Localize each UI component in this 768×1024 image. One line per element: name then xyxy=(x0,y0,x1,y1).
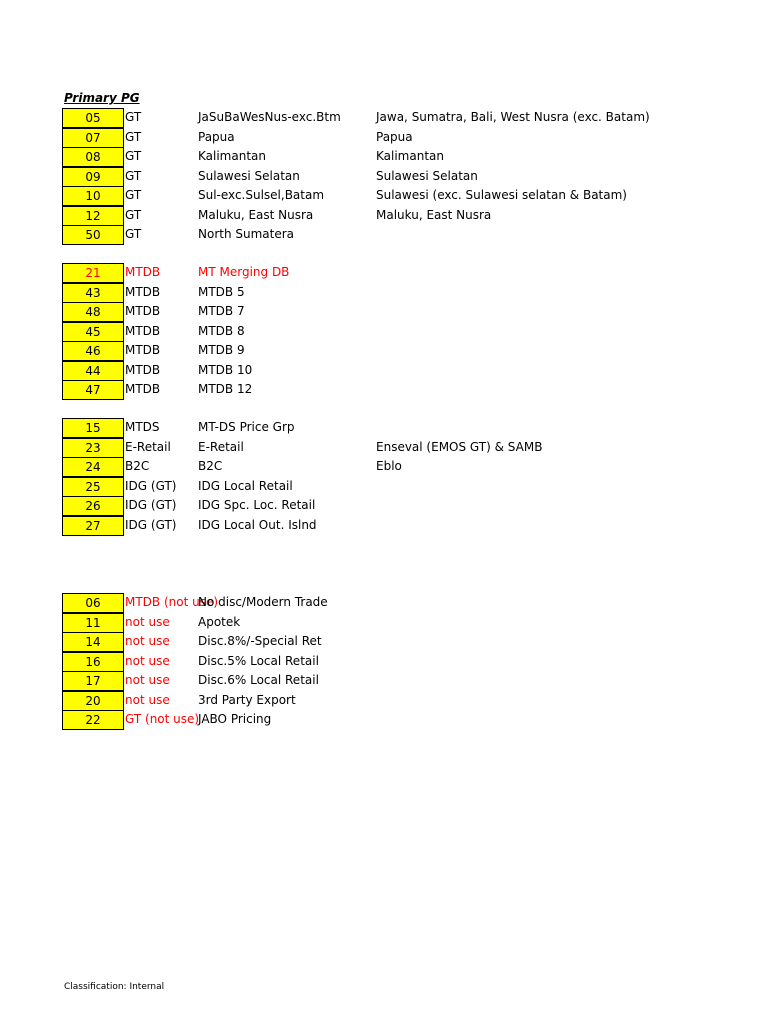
table-row xyxy=(62,283,762,302)
price-group-code: 16 xyxy=(62,652,124,672)
price-group-name: Disc.6% Local Retail xyxy=(198,673,319,687)
channel-category: MTDS xyxy=(125,420,160,434)
table-row xyxy=(62,496,762,515)
classification-footer: Classification: Internal xyxy=(64,982,165,992)
price-group-code: 43 xyxy=(62,283,124,303)
channel-category: IDG (GT) xyxy=(125,518,177,532)
channel-category: IDG (GT) xyxy=(125,498,177,512)
table-row xyxy=(62,206,762,225)
price-group-description: Maluku, East Nusra xyxy=(376,208,492,222)
channel-category: GT xyxy=(125,130,142,144)
channel-category: MTDB xyxy=(125,324,161,338)
price-group-name: B2C xyxy=(198,459,223,473)
price-group-code: 20 xyxy=(62,691,124,711)
price-group-code: 15 xyxy=(62,418,124,438)
price-group-description: Sulawesi Selatan xyxy=(376,169,478,183)
price-group-name: MTDB 7 xyxy=(198,304,245,318)
price-group-description: Papua xyxy=(376,130,413,144)
price-group-name: Sul-exc.Sulsel,Batam xyxy=(198,188,325,202)
price-group-name: Kalimantan xyxy=(198,149,266,163)
channel-category: MTDB xyxy=(125,343,161,357)
table-row xyxy=(62,418,762,437)
table-row xyxy=(62,225,762,244)
channel-category: not use xyxy=(125,615,170,629)
price-group-name: MTDB 9 xyxy=(198,343,245,357)
price-group-name: JABO Pricing xyxy=(198,712,272,726)
channel-category: GT xyxy=(125,149,142,163)
channel-category: MTDB (not use) xyxy=(125,595,219,609)
table-row xyxy=(62,632,762,651)
channel-category: GT xyxy=(125,208,142,222)
channel-category: not use xyxy=(125,654,170,668)
channel-category: MTDB xyxy=(125,265,161,279)
price-group-code: 11 xyxy=(62,613,124,633)
price-group-name: JaSuBaWesNus-exc.Btm xyxy=(198,110,341,124)
price-group-name: IDG Local Out. Islnd xyxy=(198,518,317,532)
price-group-name: MTDB 12 xyxy=(198,382,253,396)
table-row xyxy=(62,167,762,186)
price-group-code: 14 xyxy=(62,632,124,652)
table-row xyxy=(62,652,762,671)
table-row xyxy=(62,341,762,360)
price-group-code: 24 xyxy=(62,457,124,477)
table-row xyxy=(62,516,762,535)
channel-category: MTDB xyxy=(125,285,161,299)
price-group-name: IDG Local Retail xyxy=(198,479,293,493)
table-row xyxy=(62,710,762,729)
table-row xyxy=(62,671,762,690)
table-row xyxy=(62,302,762,321)
channel-category: GT xyxy=(125,188,142,202)
channel-category: B2C xyxy=(125,459,150,473)
table-row xyxy=(62,438,762,457)
price-group-code: 22 xyxy=(62,710,124,730)
price-group-name: Disc.5% Local Retail xyxy=(198,654,319,668)
price-group-name: E-Retail xyxy=(198,440,244,454)
price-group-description: Jawa, Sumatra, Bali, West Nusra (exc. Batam) xyxy=(376,110,650,124)
price-group-code: 21 xyxy=(62,263,124,283)
price-group-code: 12 xyxy=(62,206,124,226)
price-group-name: No disc/Modern Trade xyxy=(198,595,328,609)
price-group-code: 44 xyxy=(62,361,124,381)
channel-category: GT xyxy=(125,169,142,183)
channel-category: not use xyxy=(125,634,170,648)
price-group-name: Maluku, East Nusra xyxy=(198,208,314,222)
channel-category: E-Retail xyxy=(125,440,171,454)
table-row xyxy=(62,457,762,476)
price-group-name: MT-DS Price Grp xyxy=(198,420,295,434)
price-group-code: 50 xyxy=(62,225,124,245)
price-group-description: Sulawesi (exc. Sulawesi selatan & Batam) xyxy=(376,188,627,202)
table-row xyxy=(62,691,762,710)
price-group-name: MT Merging DB xyxy=(198,265,290,279)
price-group-code: 17 xyxy=(62,671,124,691)
channel-category: GT xyxy=(125,227,142,241)
price-group-name: Sulawesi Selatan xyxy=(198,169,300,183)
sheet-title: Primary PG xyxy=(64,91,140,105)
channel-category: not use xyxy=(125,693,170,707)
table-row xyxy=(62,593,762,612)
table-row xyxy=(62,477,762,496)
price-group-code: 07 xyxy=(62,128,124,148)
channel-category: GT (not use) xyxy=(125,712,200,726)
price-group-code: 23 xyxy=(62,438,124,458)
price-group-name: MTDB 8 xyxy=(198,324,245,338)
price-group-code: 10 xyxy=(62,186,124,206)
price-group-description: Eblo xyxy=(376,459,402,473)
channel-category: GT xyxy=(125,110,142,124)
price-group-code: 05 xyxy=(62,108,124,128)
channel-category: not use xyxy=(125,673,170,687)
price-group-code: 48 xyxy=(62,302,124,322)
price-group-name: IDG Spc. Loc. Retail xyxy=(198,498,316,512)
table-row xyxy=(62,147,762,166)
price-group-name: Disc.8%/-Special Ret xyxy=(198,634,322,648)
price-group-code: 27 xyxy=(62,516,124,536)
price-group-name: Apotek xyxy=(198,615,241,629)
table-row xyxy=(62,380,762,399)
channel-category: IDG (GT) xyxy=(125,479,177,493)
table-row xyxy=(62,613,762,632)
price-group-code: 08 xyxy=(62,147,124,167)
table-row xyxy=(62,186,762,205)
table-row xyxy=(62,263,762,282)
table-row xyxy=(62,108,762,127)
price-group-description: Enseval (EMOS GT) & SAMB xyxy=(376,440,543,454)
price-group-code: 06 xyxy=(62,593,124,613)
price-group-code: 26 xyxy=(62,496,124,516)
table-row xyxy=(62,128,762,147)
channel-category: MTDB xyxy=(125,363,161,377)
channel-category: MTDB xyxy=(125,382,161,396)
price-group-code: 25 xyxy=(62,477,124,497)
price-group-description: Kalimantan xyxy=(376,149,444,163)
price-group-name: MTDB 5 xyxy=(198,285,245,299)
price-group-name: North Sumatera xyxy=(198,227,295,241)
price-group-code: 09 xyxy=(62,167,124,187)
price-group-code: 47 xyxy=(62,380,124,400)
table-row xyxy=(62,322,762,341)
price-group-name: MTDB 10 xyxy=(198,363,253,377)
price-group-name: Papua xyxy=(198,130,235,144)
price-group-code: 46 xyxy=(62,341,124,361)
price-group-code: 45 xyxy=(62,322,124,342)
table-row xyxy=(62,361,762,380)
channel-category: MTDB xyxy=(125,304,161,318)
price-group-name: 3rd Party Export xyxy=(198,693,296,707)
